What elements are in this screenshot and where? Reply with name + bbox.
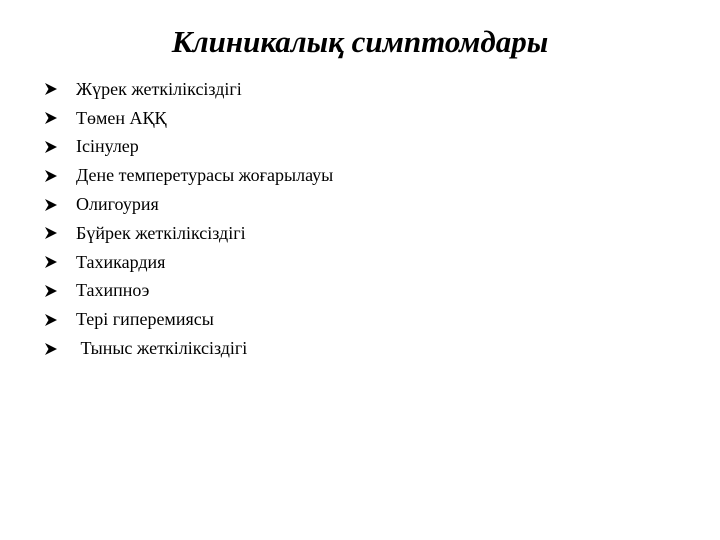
list-item-text: Жүрек жеткіліксіздігі xyxy=(76,78,242,99)
list-item xyxy=(44,75,333,104)
arrowhead-bullet-icon xyxy=(44,169,76,183)
arrowhead-bullet-icon xyxy=(44,140,76,154)
list-item xyxy=(44,190,333,219)
list-item xyxy=(44,104,333,133)
list-item-text: Тахипноэ xyxy=(76,280,150,301)
list-item-text: Олигоурия xyxy=(76,194,159,215)
arrowhead-bullet-icon xyxy=(44,226,76,240)
list-item xyxy=(44,248,333,277)
list-item-text: Төмен АҚҚ xyxy=(76,107,167,128)
list-item-text: Бүйрек жеткіліксіздігі xyxy=(76,222,246,243)
list-item xyxy=(44,305,333,334)
arrowhead-bullet-icon xyxy=(44,255,76,269)
list-item-text: Тахикардия xyxy=(76,251,166,272)
list-item xyxy=(44,161,333,190)
arrowhead-bullet-icon xyxy=(44,284,76,298)
list-item-text: Ісінулер xyxy=(76,136,139,157)
list-item xyxy=(44,334,333,363)
arrowhead-bullet-icon xyxy=(44,342,76,356)
list-item xyxy=(44,219,333,248)
arrowhead-bullet-icon xyxy=(44,198,76,212)
arrowhead-bullet-icon xyxy=(44,313,76,327)
list-item-text: Тыныс жеткіліксіздігі xyxy=(76,338,248,359)
arrowhead-bullet-icon xyxy=(44,82,76,96)
list-item-text: Дене темпeретурасы жоғарылауы xyxy=(76,165,334,186)
list-item-text: Тері гиперемиясы xyxy=(76,309,214,330)
slide-title-text: Клиникалық симптомдары xyxy=(171,24,549,59)
arrowhead-bullet-icon xyxy=(44,111,76,125)
slide-title xyxy=(0,22,720,62)
symptom-list xyxy=(44,75,333,363)
list-item xyxy=(44,133,333,162)
list-item xyxy=(44,277,333,306)
